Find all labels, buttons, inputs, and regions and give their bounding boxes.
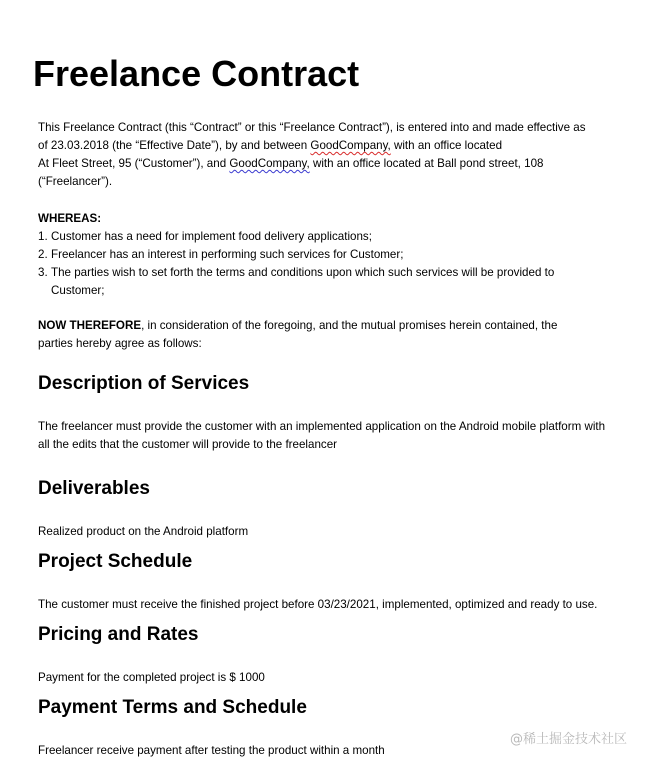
section-body-deliverables: Realized product on the Android platform (38, 525, 249, 538)
section-heading-project-schedule: Project Schedule (38, 551, 193, 572)
list-item-text: Freelancer has an interest in performing such services for Customer; (51, 248, 404, 261)
list-item (38, 228, 618, 246)
section-heading-payment-terms: Payment Terms and Schedule (38, 697, 307, 718)
whereas-section (38, 210, 618, 300)
section-body-description-of-services: The freelancer must provide the customer with an implemented application on the Android mobile platform with all the edits that the customer will provide to the freelancer (38, 420, 606, 451)
spelling-flag-company-2: GoodCompany, (229, 157, 310, 170)
intro-line-3-pre: At Fleet Street, 95 (“Customer”), and (38, 157, 230, 170)
intro-line-3-post: with an office located at Ball pond street, 108 (309, 157, 544, 170)
intro-line-4: (“Freelancer”). (38, 175, 113, 188)
document-title: Freelance Contract (33, 53, 360, 94)
section-heading-deliverables: Deliverables (38, 478, 150, 499)
spelling-flag-company: GoodCompany, (310, 139, 391, 152)
list-item-number: 1. (38, 230, 48, 243)
whereas-list (38, 228, 618, 300)
list-item-text: The parties wish to set forth the terms and conditions upon which such services will be provided to Customer; (51, 266, 555, 297)
intro-paragraph (38, 119, 618, 191)
intro-line-1: This Freelance Contract (this “Contract” or this “Freelance Contract”), is entered into and made effective as (38, 121, 586, 134)
now-therefore-text: , in consideration of the foregoing, and the mutual promises herein contained, the parties hereby agree as follows: (38, 319, 558, 350)
list-item (38, 246, 618, 264)
section-heading-pricing-and-rates: Pricing and Rates (38, 624, 199, 645)
watermark-text: @稀土掘金技术社区 (509, 732, 627, 747)
list-item-number: 2. (38, 248, 48, 261)
now-therefore-label: NOW THEREFORE (38, 319, 142, 332)
now-therefore-paragraph (38, 317, 578, 353)
whereas-label: WHEREAS: (38, 212, 102, 225)
intro-line-2 (38, 137, 618, 155)
intro-line-2-post: with an office located (390, 139, 503, 152)
list-item-text: Customer has a need for implement food delivery applications; (51, 230, 372, 243)
list-item (38, 264, 586, 300)
intro-line-3 (38, 155, 618, 173)
list-item-number: 3. (38, 266, 48, 279)
section-body-pricing-and-rates: Payment for the completed project is $ 1000 (38, 671, 265, 684)
intro-line-2-pre: of 23.03.2018 (the “Effective Date”), by and between (38, 139, 311, 152)
section-body-payment-terms: Freelancer receive payment after testing the product within a month (38, 744, 385, 757)
section-heading-description-of-services: Description of Services (38, 373, 250, 394)
section-body-project-schedule: The customer must receive the finished project before 03/23/2021, implemented, optimized and ready to use. (38, 598, 598, 611)
